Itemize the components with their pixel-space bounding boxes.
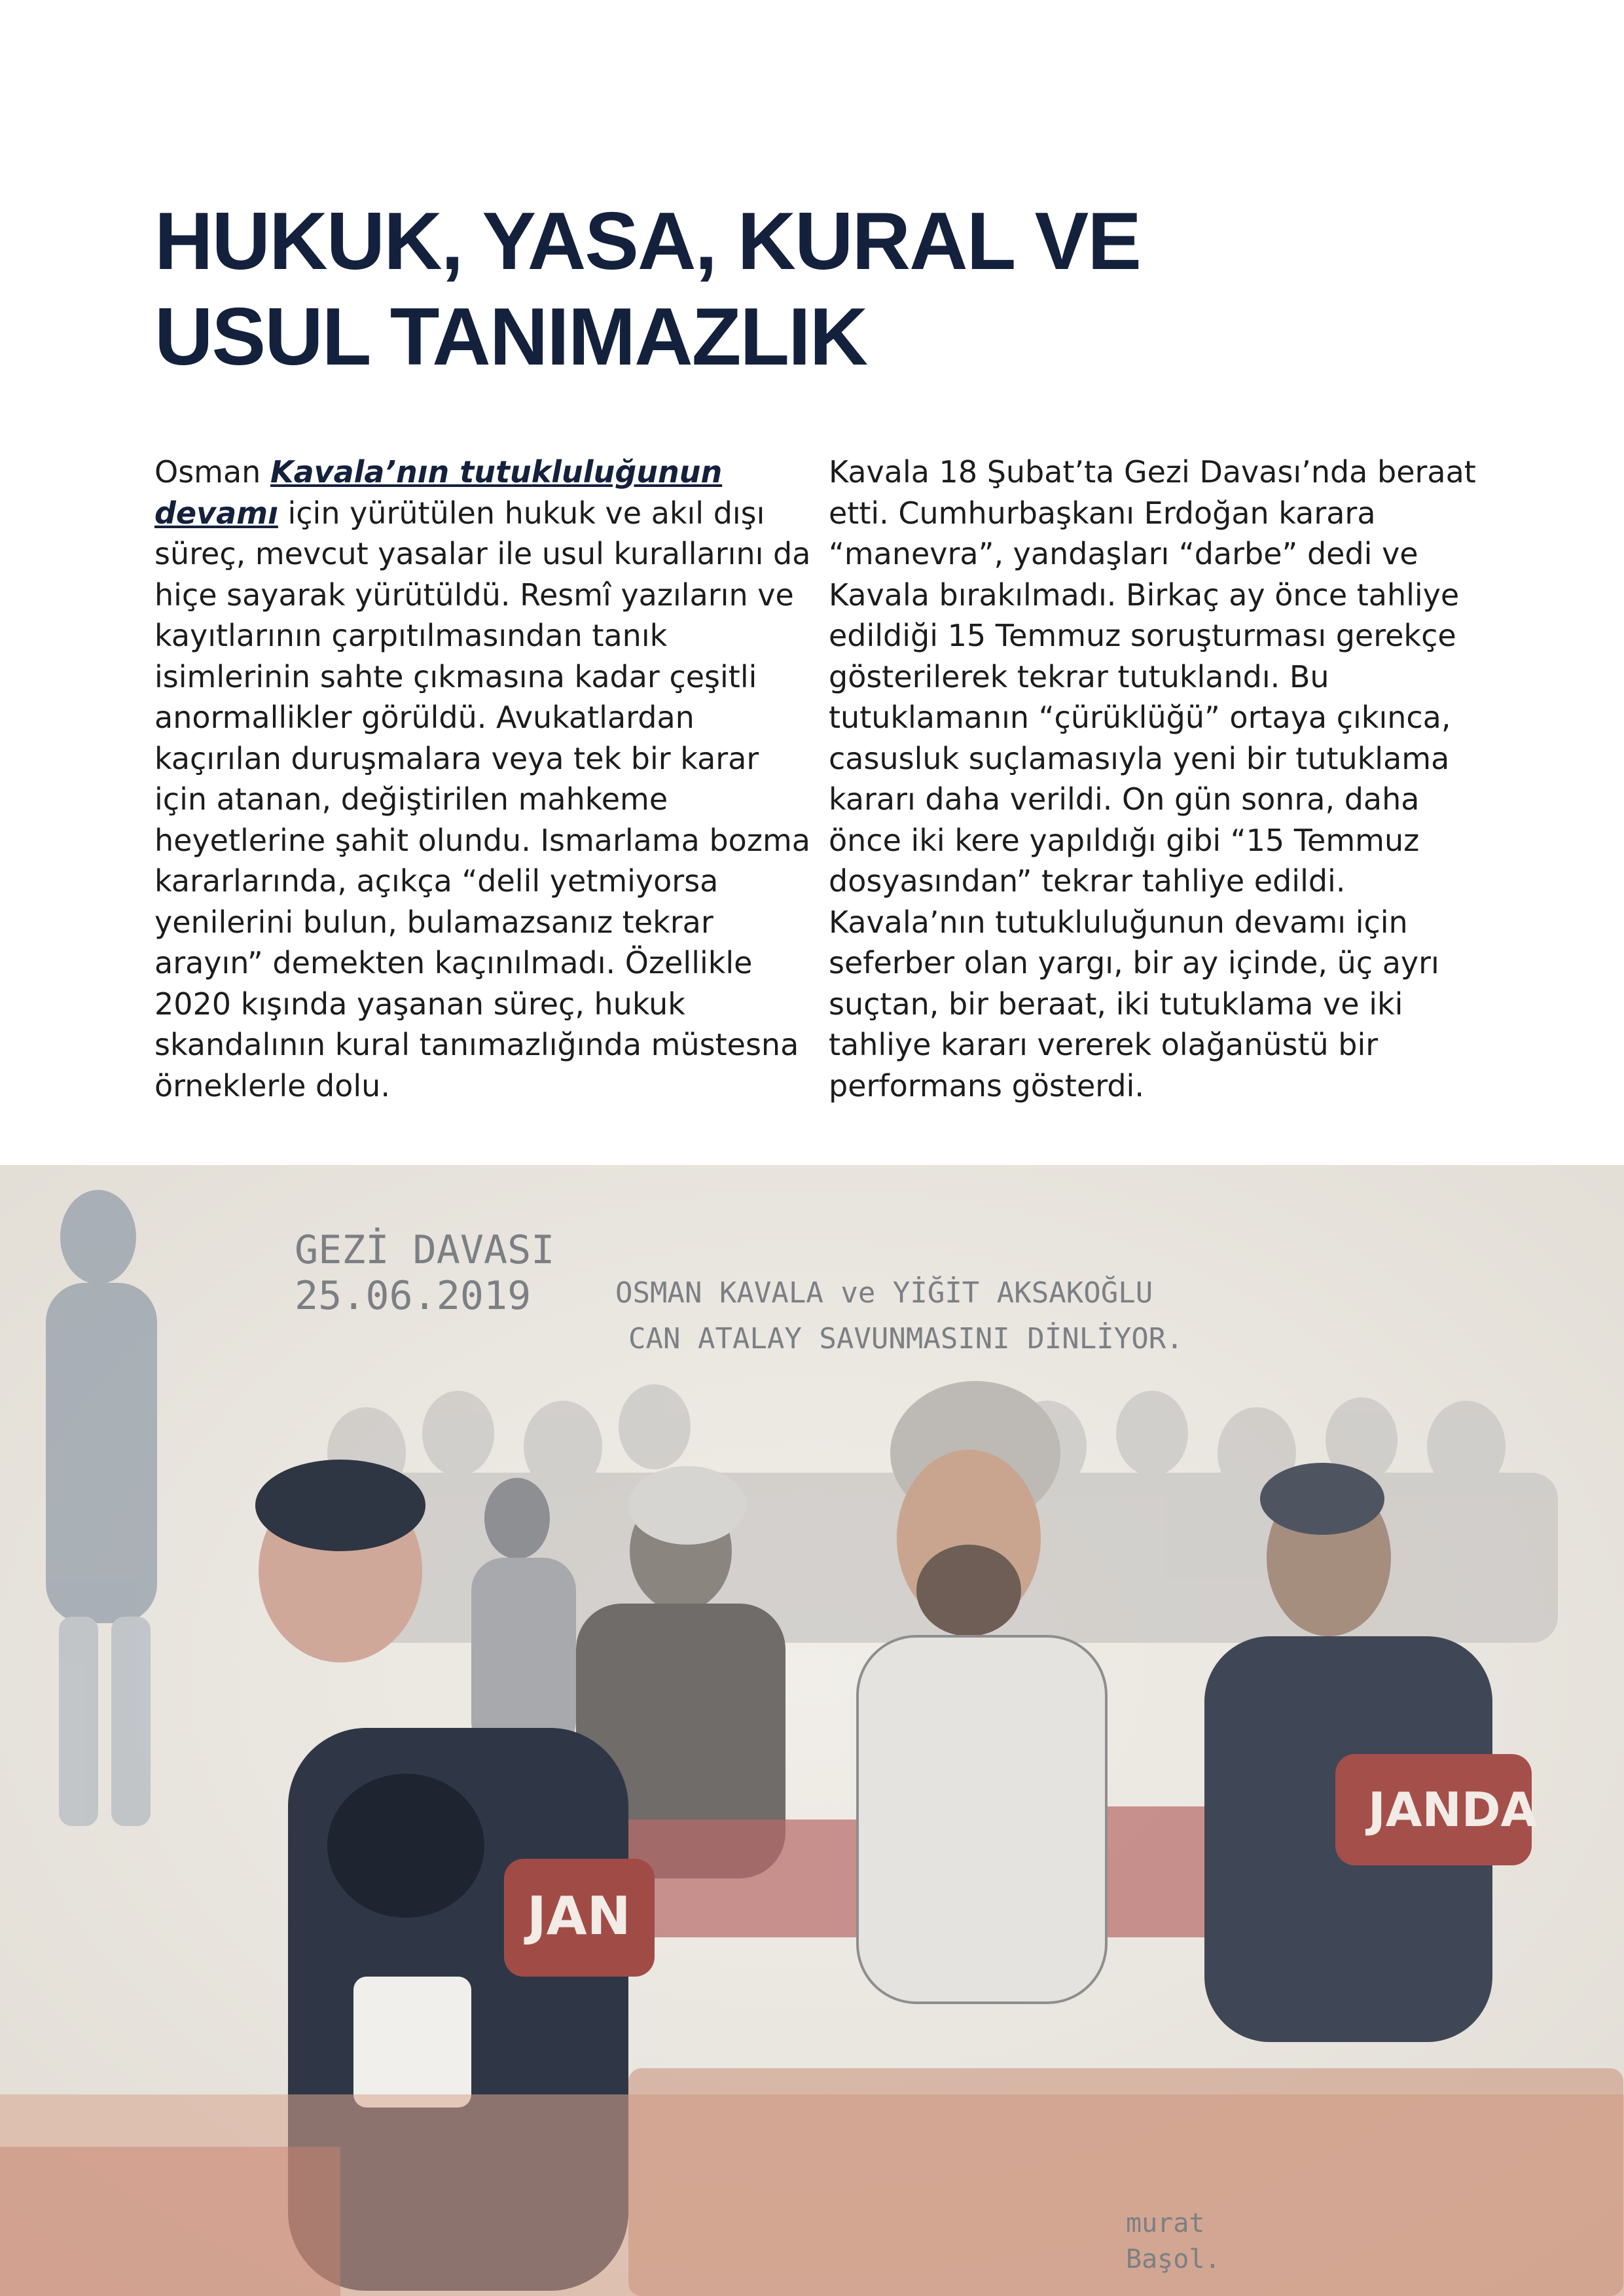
uniform-text-left: JAN [527,1886,631,1946]
title-line-1: HUKUK, YASA, KURAL VE [154,196,1141,287]
title-line-2: USUL TANIMAZLIK [154,292,867,382]
page-title [154,194,1398,385]
left-column [154,452,816,1106]
right-paragraph: Kavala 18 Şubat’ta Gezi Davası’nda beraat etti. Cumhurbaşkanı Erdoğan karara “manevra”, yandaşları “darbe” dedi ve Kavala bırakılmadı. Birkaç ay önce tahliye edildiği 15 Temmuz soruşturması gerekçe gösterilerek tekrar tutuklandı. Bu tutuklamanın “çürüklüğü” ortaya çıkınca, casusluk suçlamasıyla yeni bir tutuklama kararı daha verildi. On gün sonra, daha önce iki kere yapıldığı gibi “15 Temmuz dosyasından” tekrar tahliye edildi. Kavala’nın tutukluluğunun devamı için seferber olan yargı, bir ay içinde, üç ayrı suçtan, bir beraat, iki tutuklama ve iki tahliye kararı vererek olağanüstü bir performans gösterdi. [829,454,1476,1103]
courtroom-sketch [0,1165,1624,2296]
uniform-text-right: JANDA [1368,1782,1538,1837]
sketch-caption-line-1: GEZİ DAVASI [295,1227,555,1273]
sketch-note-line-1: OSMAN KAVALA ve YİĞİT AKSAKOĞLU [615,1276,1153,1310]
sketch-note-line-2: CAN ATALAY SAVUNMASINI DİNLİYOR. [628,1322,1183,1355]
intro-text: Osman [154,454,270,490]
courtroom-sketch-drawing [0,1165,1624,2296]
artist-signature-line-1: murat [1126,2208,1205,2238]
left-paragraph [154,452,816,1106]
sketch-caption-line-2: 25.06.2019 [295,1273,532,1319]
left-body-text: için yürütülen hukuk ve akıl dışı süreç, mevcut yasalar ile usul kurallarını da hiçe sayarak yürütüldü. Resmî yazıların ve kayıtlarının çarpıtılmasından tanık isimlerinin sahte çıkmasına kadar çeşitli anormallikler görüldü. Avukatlardan kaçırılan duruşmalara veya tek bir karar için atanan, değiştirilen mahkeme heyetlerine şahit olundu. Ismarlama bozma kararlarında, açıkça “delil yetmiyorsa yenilerini bulun, bulamazsanız tekrar arayın” demekten kaçınılmadı. Özellikle 2020 kışında yaşanan süreç, hukuk skandalının kural tanımazlığında müstesna örneklerle dolu. [154,495,811,1103]
right-column [829,452,1490,1106]
artist-signature-line-2: Başol. [1126,2244,1221,2274]
kavala-detention-link[interactable]: Kavala’nın tutukluluğunun devamı [154,454,723,531]
courtroom-rail [0,2068,1624,2296]
